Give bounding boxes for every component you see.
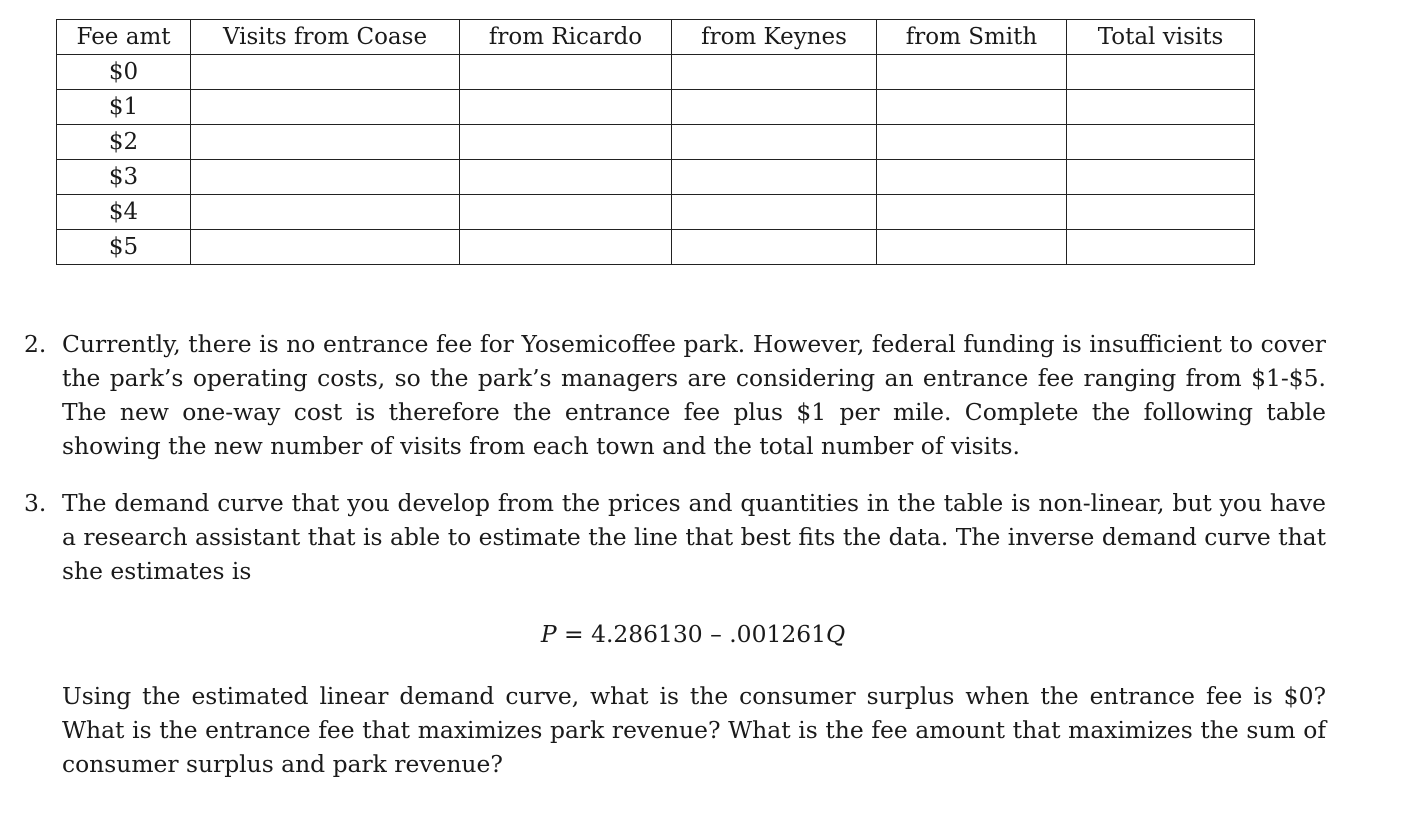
question-2-number: 2. — [24, 330, 47, 358]
fee-cell: $2 — [57, 125, 191, 160]
visits-table — [56, 19, 1255, 265]
header-from-ricardo: from Ricardo — [460, 20, 672, 55]
question-3-text: The demand curve that you develop from the prices and quantities in the table is non-linear, but you have a research assistant that is able to estimate the line that best fits the data. The inverse demand curve that she estimates is — [62, 489, 1326, 585]
equation-intercept: 4.286130 — [591, 620, 703, 648]
ricardo-cell — [460, 55, 672, 90]
keynes-cell — [672, 160, 877, 195]
equation-quantity-var: Q — [825, 620, 846, 648]
equation-minus: – — [702, 620, 730, 648]
total-cell — [1067, 125, 1255, 160]
fee-cell: $5 — [57, 230, 191, 265]
ricardo-cell — [460, 125, 672, 160]
total-cell — [1067, 195, 1255, 230]
smith-cell — [877, 55, 1067, 90]
header-visits-coase: Visits from Coase — [191, 20, 460, 55]
header-from-keynes: from Keynes — [672, 20, 877, 55]
smith-cell — [877, 90, 1067, 125]
equation-equals: = — [556, 620, 592, 648]
question-2 — [24, 327, 1326, 463]
ricardo-cell — [460, 195, 672, 230]
ricardo-cell — [460, 230, 672, 265]
coase-cell — [191, 230, 460, 265]
keynes-cell — [672, 55, 877, 90]
header-from-smith: from Smith — [877, 20, 1067, 55]
table-header-row — [57, 20, 1255, 55]
table-row — [57, 55, 1255, 90]
coase-cell — [191, 90, 460, 125]
ricardo-cell — [460, 160, 672, 195]
equation-slope: .001261 — [729, 620, 826, 648]
smith-cell — [877, 160, 1067, 195]
total-cell — [1067, 160, 1255, 195]
keynes-cell — [672, 90, 877, 125]
smith-cell — [877, 125, 1067, 160]
table-row — [57, 90, 1255, 125]
question-2-text: Currently, there is no entrance fee for Yosemicoffee park. However, federal funding is insufficient to cover the park’s operating costs, so the park’s managers are considering an entrance fee ranging from $1-$5. The new one-way cost is therefore the entrance fee plus $1 per mile. Complete the following table showing the new number of visits from each town and the total number of visits. — [62, 330, 1326, 460]
total-cell — [1067, 230, 1255, 265]
fee-cell: $0 — [57, 55, 191, 90]
total-cell — [1067, 90, 1255, 125]
smith-cell — [877, 195, 1067, 230]
ricardo-cell — [460, 90, 672, 125]
fee-cell: $3 — [57, 160, 191, 195]
table-row — [57, 125, 1255, 160]
question-3 — [24, 486, 1326, 588]
question-3-number: 3. — [24, 489, 47, 517]
keynes-cell — [672, 125, 877, 160]
fee-cell: $1 — [57, 90, 191, 125]
header-total-visits: Total visits — [1067, 20, 1255, 55]
smith-cell — [877, 230, 1067, 265]
fee-cell: $4 — [57, 195, 191, 230]
total-cell — [1067, 55, 1255, 90]
coase-cell — [191, 195, 460, 230]
coase-cell — [191, 55, 460, 90]
table-row — [57, 230, 1255, 265]
coase-cell — [191, 125, 460, 160]
question-3-followup: Using the estimated linear demand curve, what is the consumer surplus when the entrance fee is $0? What is the entrance fee that maximizes park revenue? What is the fee amount that maximizes the sum of consumer surplus and park revenue? — [62, 682, 1326, 778]
keynes-cell — [672, 230, 877, 265]
table-row — [57, 160, 1255, 195]
inverse-demand-equation — [0, 617, 1412, 651]
table-row — [57, 195, 1255, 230]
coase-cell — [191, 160, 460, 195]
equation-price-var: P — [540, 620, 557, 648]
keynes-cell — [672, 195, 877, 230]
header-fee-amt: Fee amt — [57, 20, 191, 55]
equation-content — [541, 617, 845, 651]
